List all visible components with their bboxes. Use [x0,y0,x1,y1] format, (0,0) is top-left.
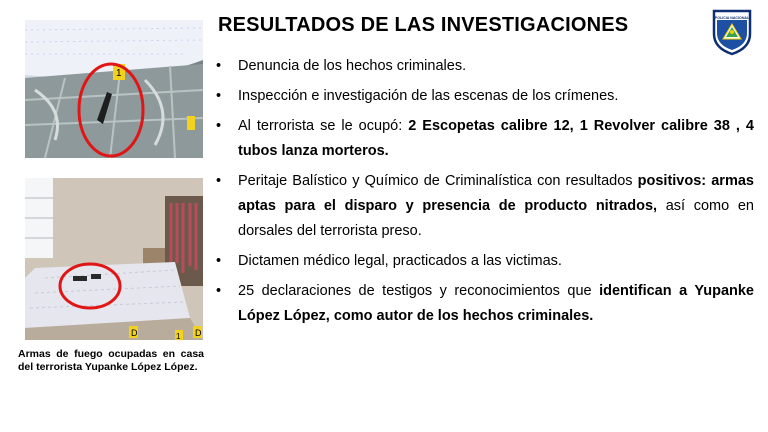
slide-title: RESULTADOS DE LAS INVESTIGACIONES [218,14,629,36]
bullet-text: 25 declaraciones de testigos y reconocimientos que [238,283,600,299]
logo-text: POLICIA NACIONAL [714,16,750,20]
bullet-text: Denuncia de los hechos criminales. [238,58,467,74]
evidence-marker-d-right: D [195,328,202,338]
evidence-marker-1: 1 [176,332,181,340]
evidence-photo-crime-scene [25,20,203,158]
bullet-text-bold: 2 Escopetas calibre 12, 1 Revolver calibre 38 , 4 tubos lanza morteros. [238,118,754,159]
bullet-text: así como en dorsales del terrorista preso. [238,198,754,239]
bullet-text: Dictamen médico legal, practicados a las victimas. [238,253,562,269]
bullet-text: Inspección e investigación de las escenas de los crímenes. [238,88,619,104]
evidence-photo-crime-scene-drawing [25,20,203,158]
results-bullet-list [214,54,754,334]
bullet-dictamen [214,249,754,274]
photo-caption: Armas de fuego ocupadas en casa del terrorista Yupanke López López. [18,348,204,373]
bullet-text: Peritaje Balístico y Químico de Criminalística con resultados [238,173,638,189]
bullet-denuncia [214,54,754,79]
evidence-photo-bedroom [25,178,203,340]
evidence-marker-d-left: D [131,328,138,338]
evidence-marker-label: 1 [116,68,122,79]
evidence-photo-bedroom-drawing [25,178,203,340]
bullet-inspeccion [214,84,754,109]
bullet-text-bold: identifican a Yupanke López López, como autor de los hechos criminales. [238,283,754,324]
bullet-peritaje [214,169,754,244]
bullet-text: Al terrorista se le ocupó: [238,118,409,134]
shield-icon [711,8,753,56]
police-shield-logo [711,8,753,56]
bullet-ocupacion [214,114,754,164]
bullet-declaraciones [214,279,754,329]
bullet-text-bold: positivos: armas aptas para el disparo y presencia de producto nitrados, [238,173,754,214]
